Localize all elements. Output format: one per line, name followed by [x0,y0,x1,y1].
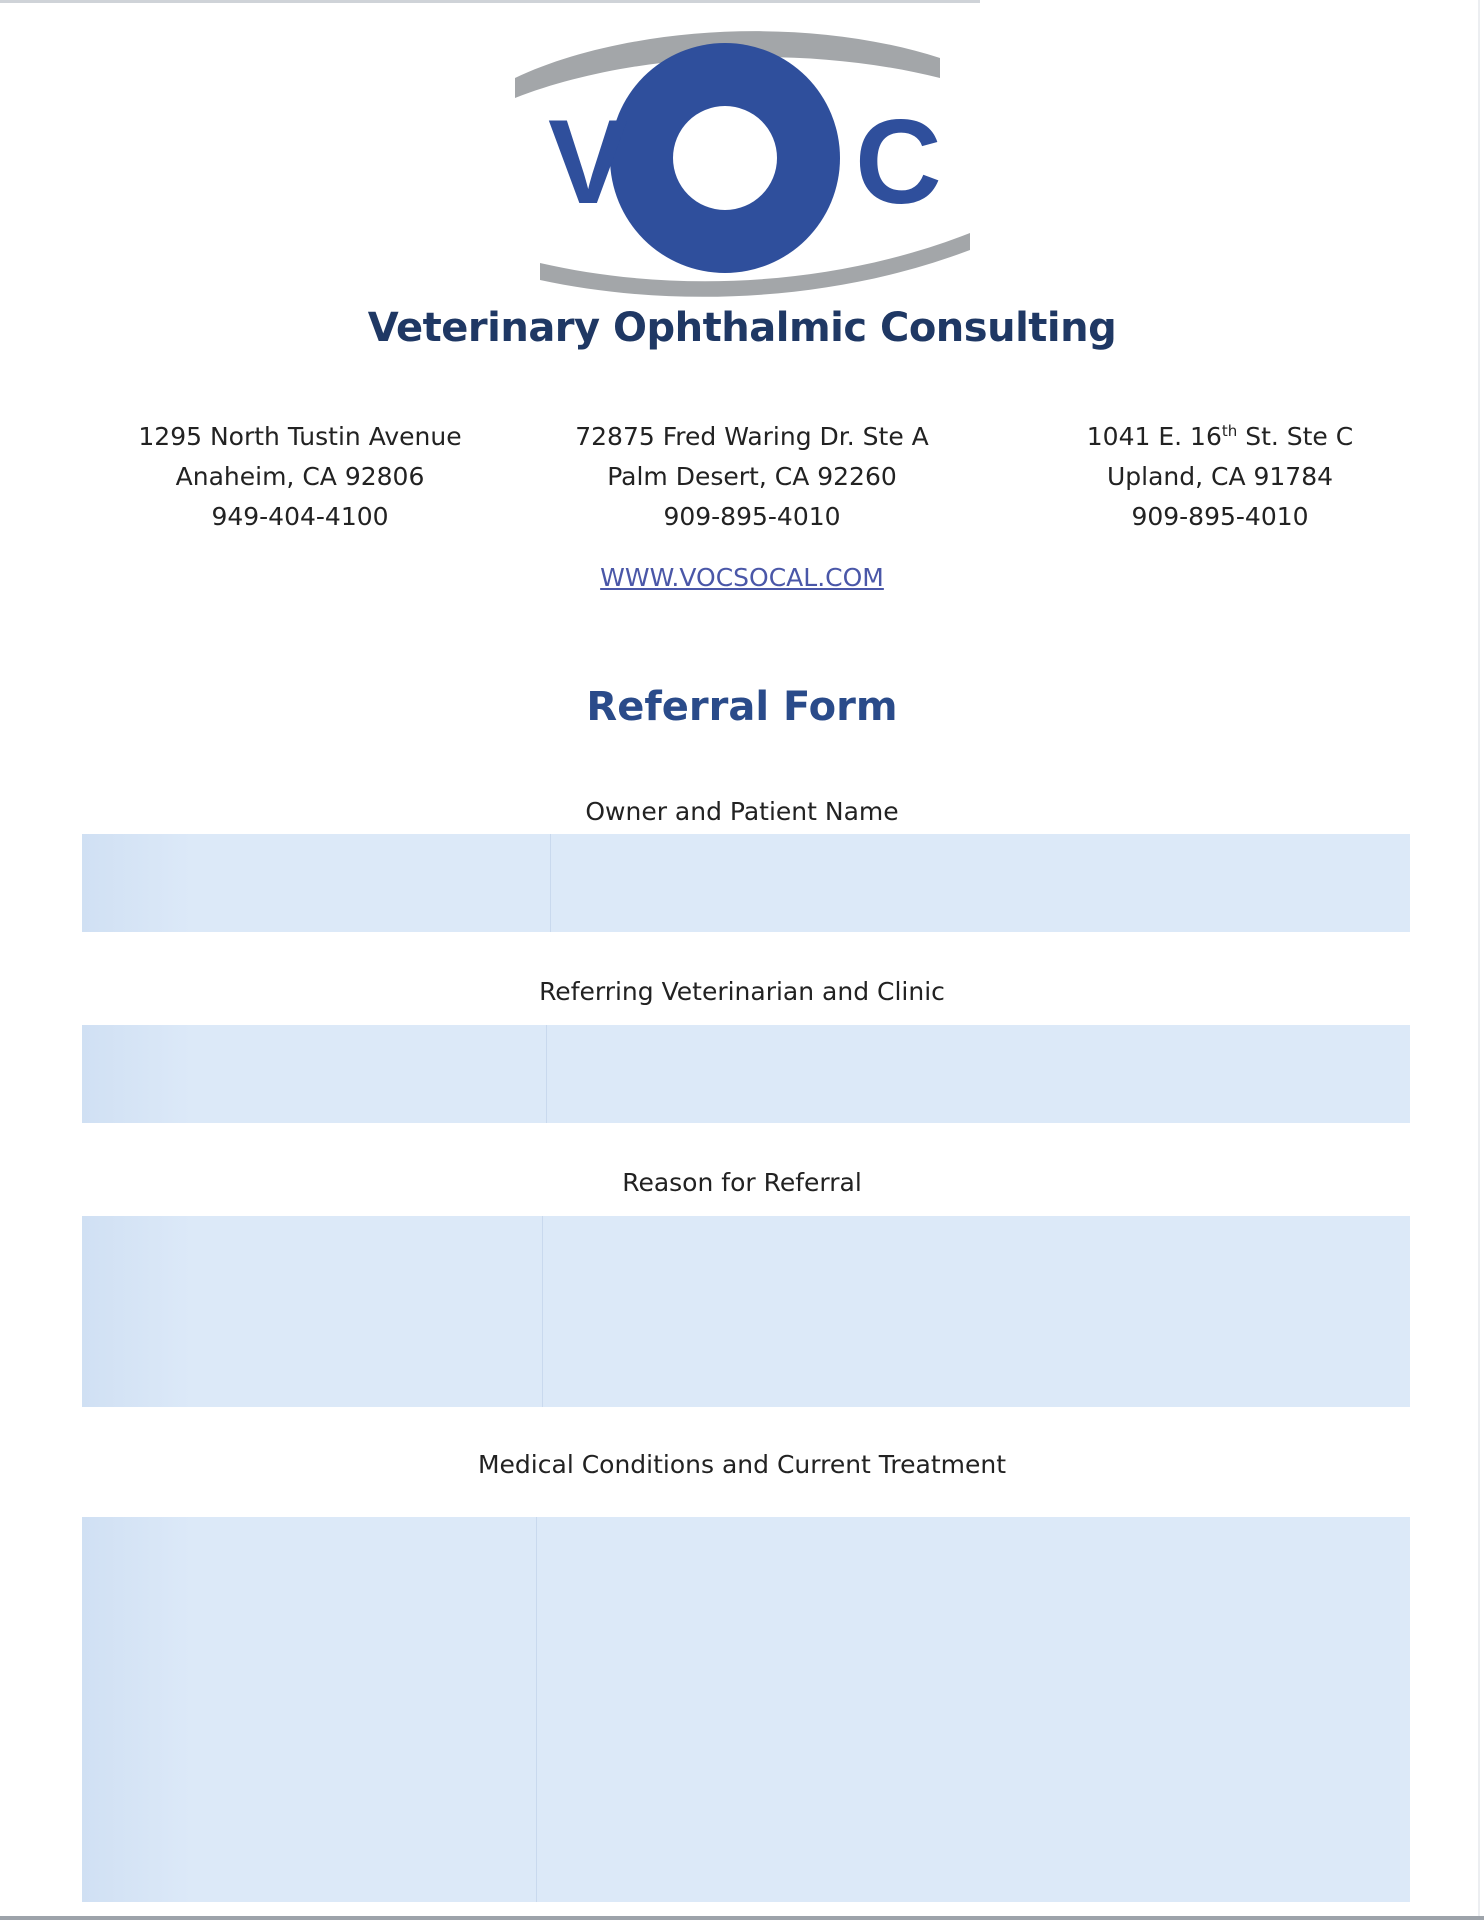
owner-patient-input[interactable] [82,834,1410,932]
location-phone: 909-895-4010 [1131,502,1309,531]
location-phone: 949-404-4100 [211,502,389,531]
street-name: St. Ste C [1237,422,1354,451]
location-street [1010,417,1430,457]
organization-title: Veterinary Ophthalmic Consulting [367,305,1117,351]
reason-label: Reason for Referral [622,1168,862,1197]
medical-conditions-field-wrap [82,1517,1410,1902]
top-scan-edge [0,0,980,3]
location-palm-desert [542,417,962,537]
medical-conditions-input[interactable] [82,1517,1410,1902]
location-city: Anaheim, CA 92806 [175,462,425,491]
referring-vet-field-wrap [82,1025,1410,1123]
website-line [0,563,1484,592]
logo-letter-c: C [855,95,942,229]
reason-field-wrap [82,1216,1410,1407]
street-number: 1041 E. 16 [1086,422,1222,451]
location-anaheim [90,417,510,537]
referring-vet-input[interactable] [82,1025,1410,1123]
logo-ring-hole [673,106,777,210]
location-street: 1295 North Tustin Avenue [138,422,462,451]
owner-patient-field-wrap [82,834,1410,932]
logo-letter-v: V [548,95,629,229]
reason-input[interactable] [82,1216,1410,1407]
referring-vet-label: Referring Veterinarian and Clinic [539,977,945,1006]
location-city: Upland, CA 91784 [1106,462,1334,491]
owner-patient-label: Owner and Patient Name [585,797,899,826]
right-scan-edge [1478,0,1480,1920]
form-title: Referral Form [586,684,898,730]
medical-conditions-label: Medical Conditions and Current Treatment [477,1450,1007,1479]
location-upland [1010,417,1430,537]
website-link[interactable]: WWW.VOCSOCAL.COM [600,563,884,592]
location-city: Palm Desert, CA 92260 [607,462,897,491]
bottom-scan-edge [0,1916,1484,1920]
location-phone: 909-895-4010 [663,502,841,531]
voc-logo [500,18,980,308]
ordinal-suffix: th [1221,422,1238,440]
location-street: 72875 Fred Waring Dr. Ste A [575,422,929,451]
